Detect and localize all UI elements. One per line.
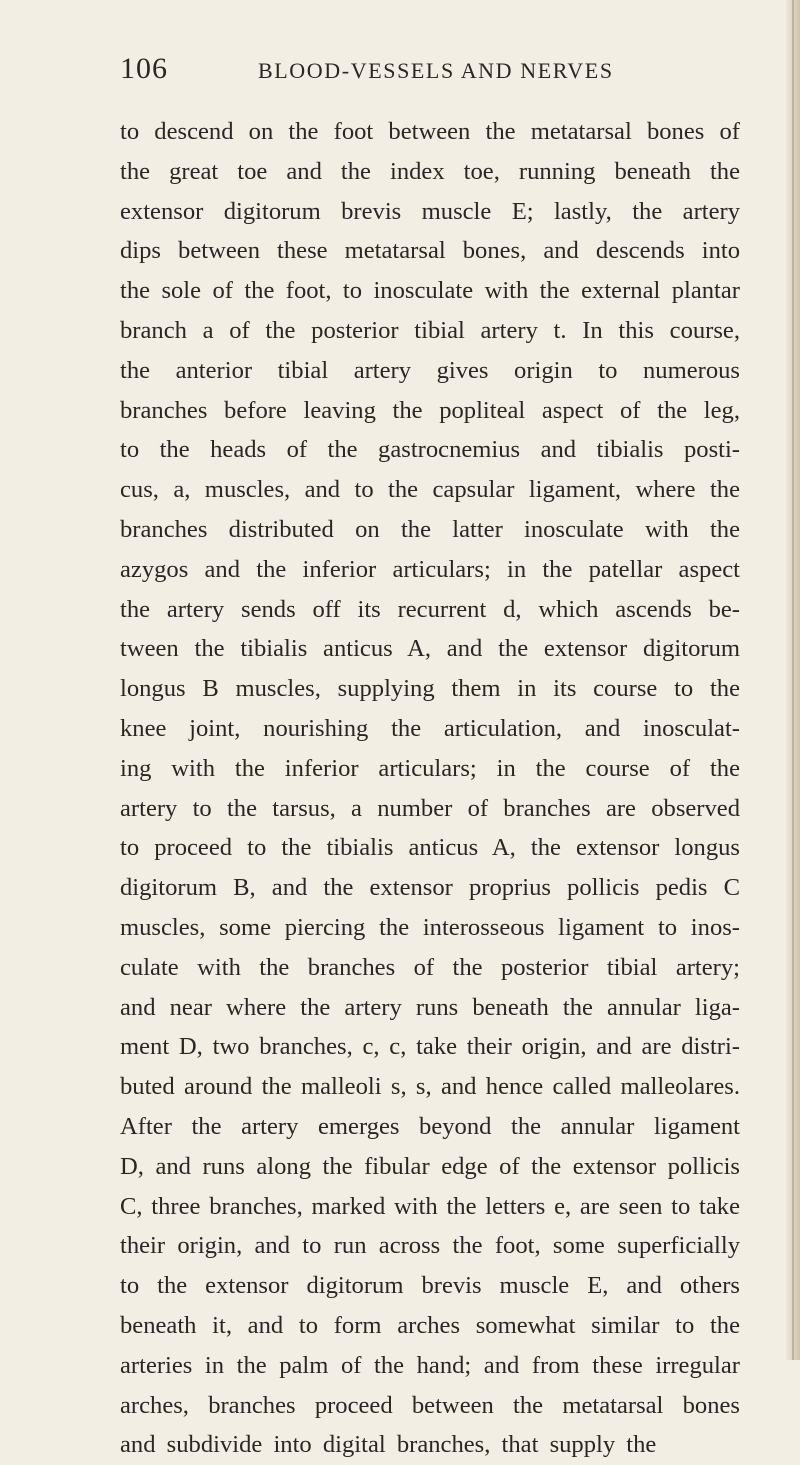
text-line: digitorum B, and the extensor proprius pollicis pedis C: [120, 874, 740, 902]
text-line: tween the tibialis anticus A, and the extensor digitorum: [120, 635, 740, 663]
text-line: the anterior tibial artery gives origin to numerous: [120, 356, 740, 384]
text-line: and near where the artery runs beneath the annular liga-: [120, 993, 740, 1021]
body-text: [120, 112, 740, 1465]
text-line: arteries in the palm of the hand; and from these irregular: [120, 1351, 740, 1379]
text-line: azygos and the inferior articulars; in the patellar aspect: [120, 555, 740, 583]
text-line: After the artery emerges beyond the annular ligament: [120, 1112, 740, 1140]
text-line: knee joint, nourishing the articulation, and inosculat-: [120, 714, 740, 742]
text-line: longus B muscles, supplying them in its course to the: [120, 675, 740, 703]
text-line: ing with the inferior articulars; in the course of the: [120, 754, 740, 782]
text-line: arches, branches proceed between the metatarsal bones: [120, 1391, 740, 1419]
text-line: branch a of the posterior tibial artery t. In this course,: [120, 316, 740, 344]
text-line: culate with the branches of the posterior tibial artery;: [120, 953, 740, 981]
page-gutter-edge: [786, 0, 800, 1360]
gutter-shadow-line: [792, 0, 794, 1360]
text-line: the artery sends off its recurrent d, which ascends be-: [120, 595, 740, 623]
text-line: to proceed to the tibialis anticus A, the extensor longus: [120, 834, 740, 862]
running-head: BLOOD-VESSELS AND NERVES: [258, 58, 614, 83]
text-line: artery to the tarsus, a number of branches are observed: [120, 794, 740, 822]
text-line: extensor digitorum brevis muscle E; lastly, the artery: [120, 197, 740, 225]
text-line: the great toe and the index toe, running beneath the: [120, 157, 740, 185]
text-line: buted around the malleoli s, s, and hence called malleolares.: [120, 1073, 740, 1101]
page-number: 106: [120, 52, 168, 85]
text-line: D, and runs along the fibular edge of the extensor pollicis: [120, 1152, 740, 1180]
text-line: dips between these metatarsal bones, and descends into: [120, 237, 740, 265]
text-line: and subdivide into digital branches, that supply the: [120, 1431, 657, 1459]
text-line: to the heads of the gastrocnemius and tibialis posti-: [120, 436, 740, 464]
page-header: [120, 52, 740, 102]
text-line: branches distributed on the latter inosculate with the: [120, 515, 740, 543]
text-line: branches before leaving the popliteal aspect of the leg,: [120, 396, 740, 424]
text-line: to the extensor digitorum brevis muscle E, and others: [120, 1272, 740, 1300]
text-line: the sole of the foot, to inosculate with the external plantar: [120, 277, 740, 305]
text-line: ment D, two branches, c, c, take their origin, and are distri-: [120, 1033, 740, 1061]
text-line: C, three branches, marked with the letters e, are seen to take: [120, 1192, 740, 1220]
text-line: muscles, some piercing the interosseous ligament to inos-: [120, 913, 740, 941]
text-line: their origin, and to run across the foot, some superficially: [120, 1232, 740, 1260]
text-line: cus, a, muscles, and to the capsular ligament, where the: [120, 476, 740, 504]
text-line: to descend on the foot between the metatarsal bones of: [120, 118, 740, 145]
text-line: beneath it, and to form arches somewhat similar to the: [120, 1311, 740, 1339]
